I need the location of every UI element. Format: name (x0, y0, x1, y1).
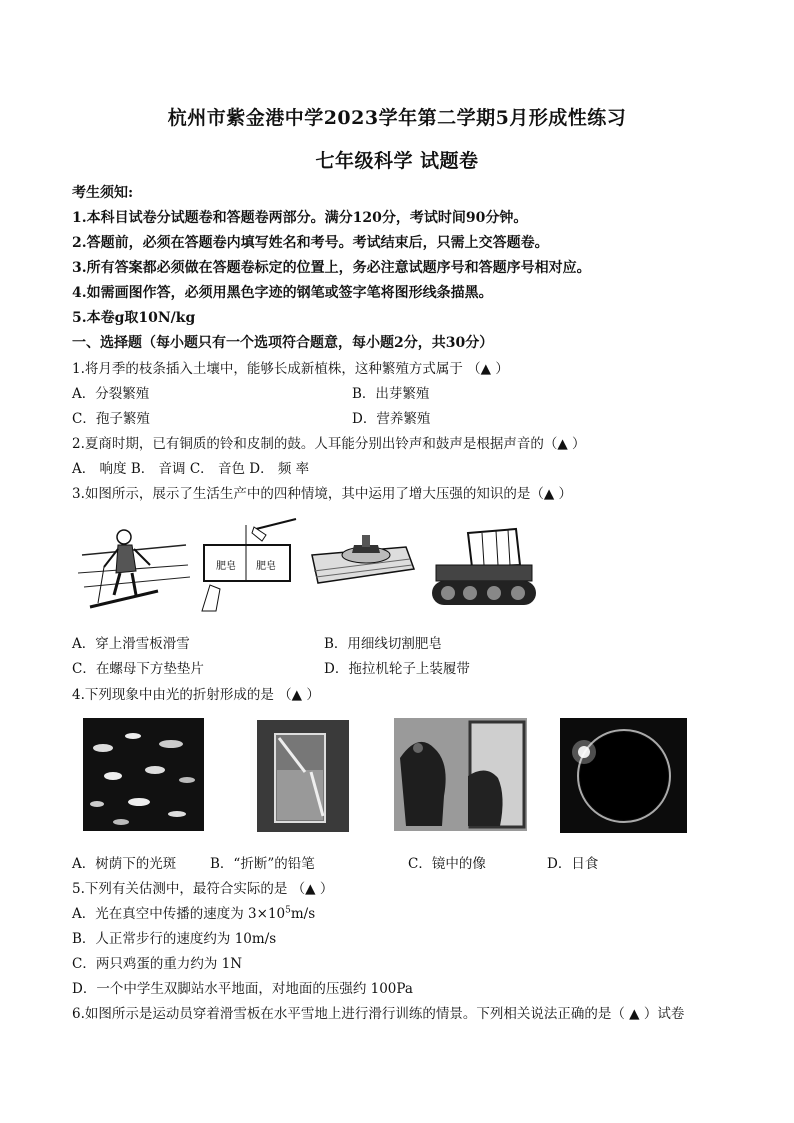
question-1-option-d: D．营养繁殖 (352, 411, 431, 427)
skier-illustration (78, 515, 190, 615)
question-5-option-c: C．两只鸡蛋的重力约为 1N (72, 956, 243, 972)
question-4-stem: 4.下列现象中由光的折射形成的是 （▲ ） (72, 687, 320, 703)
section-heading: 一、选择题（每小题只有一个选项符合题意，每小题2分，共30分） (72, 335, 494, 351)
question-4-option-d: D．日食 (547, 856, 599, 872)
question-5-option-b: B．人正常步行的速度约为 10m/s (72, 931, 277, 947)
light-spots-photo (83, 718, 204, 831)
exam-subtitle: 七年级科学 试题卷 (315, 150, 479, 172)
question-3-stem: 3.如图所示，展示了生活生产中的四种情境，其中运用了增大压强的知识的是（▲ ） (72, 486, 573, 502)
nut-washer-illustration (306, 525, 416, 595)
question-3-option-b: B．用细线切割肥皂 (324, 636, 442, 652)
notice-item: 2.答题前，必须在答题卷内填写姓名和考号。考试结束后，只需上交答题卷。 (72, 235, 549, 251)
question-3-option-d: D．拖拉机轮子上装履带 (324, 661, 470, 677)
question-4-option-a: A．树荫下的光斑 (72, 856, 177, 872)
question-2-stem: 2.夏商时期，已有铜质的铃和皮制的鼓。人耳能分别出铃声和鼓声是根据声音的（▲ ） (72, 436, 586, 452)
question-4-option-c: C．镜中的像 (408, 856, 486, 872)
question-5-stem: 5.下列有关估测中，最符合实际的是 （▲ ） (72, 881, 334, 897)
question-1-stem: 1.将月季的枝条插入土壤中，能够长成新植株，这种繁殖方式属于 （▲ ） (72, 361, 509, 377)
question-2-options: A． 响度 B． 音调 C． 音色 D． 频 率 (72, 461, 310, 477)
question-4-option-b: B．“折断”的铅笔 (210, 856, 315, 872)
question-3-option-a: A．穿上滑雪板滑雪 (72, 636, 190, 652)
notice-heading: 考生须知: (72, 185, 134, 201)
tractor-track-illustration (428, 525, 538, 615)
question-5-option-a: A．光在真空中传播的速度为 $3\times 10^5m/s$ (72, 905, 316, 922)
question-1-option-c: C．孢子繁殖 (72, 411, 150, 427)
soap-cutting-illustration (196, 515, 300, 615)
notice-item: 1.本科目试卷分试题卷和答题卷两部分。满分120分，考试时间90分钟。 (72, 210, 528, 226)
mirror-dogs-photo (394, 718, 527, 831)
soap-label: 肥皂 (216, 561, 236, 572)
exam-title: 杭州市紫金港中学2023学年第二学期5月形成性练习 (167, 107, 627, 129)
notice-item: 3.所有答案都必须做在答题卷标定的位置上，务必注意试题序号和答题序号相对应。 (72, 260, 591, 276)
bent-pencil-photo (257, 720, 349, 832)
question-5-option-d: D．一个中学生双脚站水平地面，对地面的压强约 100Pa (72, 981, 413, 997)
solar-eclipse-photo (560, 718, 687, 833)
question-1-option-a: A．分裂繁殖 (72, 386, 150, 402)
question-6-stem: 6.如图所示是运动员穿着滑雪板在水平雪地上进行滑行训练的情景。下列相关说法正确的是（ ▲ ）试卷 (72, 1006, 685, 1022)
question-3-option-c: C．在螺母下方垫垫片 (72, 661, 204, 677)
notice-item: 5.本卷g取10N/kg (72, 310, 196, 326)
question-1-option-b: B．出芽繁殖 (352, 386, 430, 402)
soap-label: 肥皂 (256, 561, 276, 572)
notice-item: 4.如需画图作答，必须用黑色字迹的钢笔或签字笔将图形线条描黑。 (72, 285, 493, 301)
